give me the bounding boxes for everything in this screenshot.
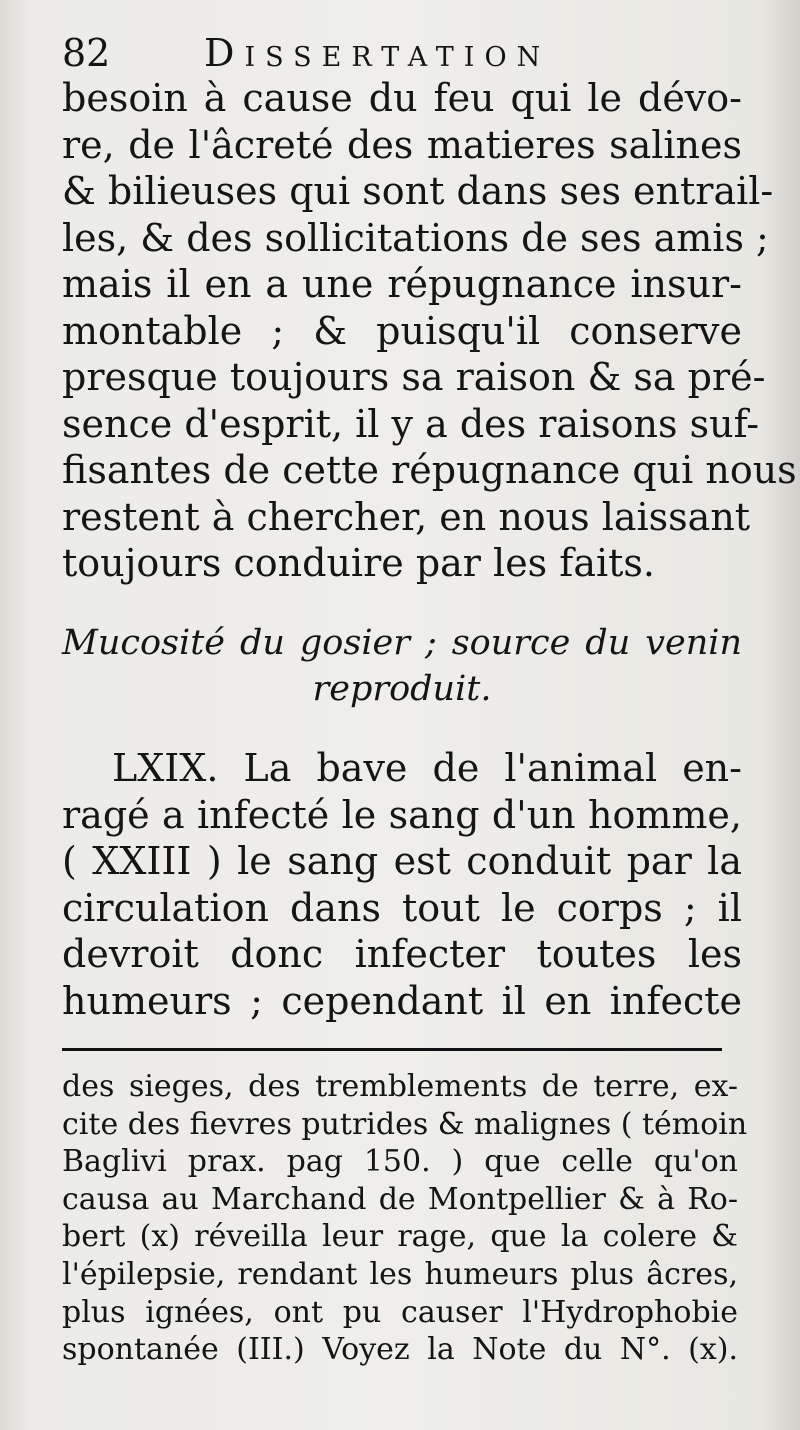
footnote-line: des sieges, des tremblements de terre, ex- <box>62 1069 738 1104</box>
footnote-line: causa au Marchand de Montpellier & à Ro- <box>62 1181 738 1217</box>
section-heading-line-1: Mucosité du gosier ; source du venin <box>62 623 742 663</box>
text-line: mais il en a une répugnance insur- <box>62 262 742 306</box>
paragraph-2 <box>62 745 742 1024</box>
footnote <box>62 1068 748 1369</box>
text-line: montable ; & puisqu'il conserve <box>62 308 742 353</box>
footnote-line: plus ignées, ont pu causer l'Hydrophobie <box>62 1294 738 1330</box>
section-heading <box>62 620 742 712</box>
text-line: besoin à cause du feu qui le dévo- <box>62 76 742 120</box>
text-line: presque toujours sa raison & sa pré- <box>62 355 766 399</box>
section-heading-line-2: reproduit. <box>312 669 492 709</box>
footnote-line: bert (x) réveilla leur rage, que la colere & <box>62 1219 738 1255</box>
text-line: les, & des sollicitations de ses amis ; <box>62 215 769 260</box>
footnote-line: cite des fievres putrides & malignes ( témoin <box>62 1106 748 1142</box>
page-header <box>62 28 742 78</box>
text-line: fisantes de cette répugnance qui nous <box>62 448 797 492</box>
text-line: devroit donc infecter toutes les <box>62 932 742 976</box>
text-line: ( XXIII ) le sang est conduit par la <box>62 839 742 883</box>
text-line: restent à chercher, en nous laissant <box>62 494 751 539</box>
footnote-line: Baglivi prax. pag 150. ) que celle qu'on <box>62 1144 738 1180</box>
text-line: ragé a infecté le sang d'un homme, <box>62 792 742 837</box>
running-title: Dissertation <box>204 31 551 75</box>
footnote-line: l'épilepsie, rendant les humeurs plus âcres, <box>62 1256 738 1292</box>
paragraph-1 <box>62 75 797 587</box>
text-line: & bilieuses qui sont dans ses entrail- <box>62 169 774 213</box>
text-line: sence d'esprit, il y a des raisons suf- <box>62 401 760 446</box>
text-line: circulation dans tout le corps ; il <box>62 885 742 930</box>
footnote-line: spontanée (III.) Voyez la Note du N°. (x). <box>62 1332 738 1368</box>
page-number: 82 <box>62 31 111 75</box>
text-line: toujours conduire par les faits. <box>62 541 655 585</box>
text-line: LXIX. La bave de l'animal en- <box>112 746 742 790</box>
footnote-rule <box>62 1048 722 1051</box>
text-line: re, de l'âcreté des matieres salines <box>62 122 742 167</box>
text-line: humeurs ; cependant il en infecte <box>62 978 742 1023</box>
